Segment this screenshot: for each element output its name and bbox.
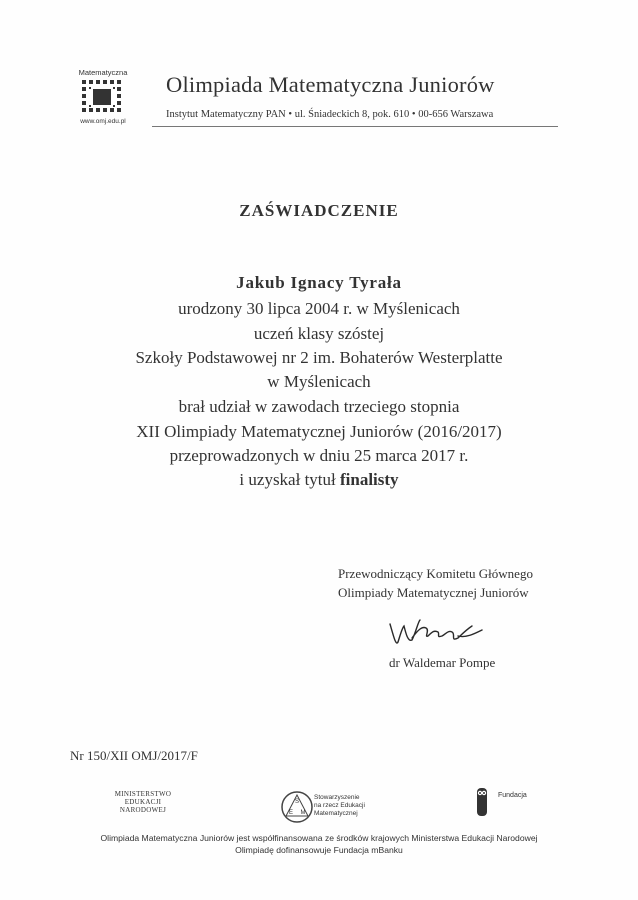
omj-logo [72,68,134,126]
participation-line: brał udział w zawodach trzeciego stopnia [178,397,460,416]
ministry-line3: NARODOWEJ [119,806,167,814]
date-line: przeprowadzonych w dniu 25 marca 2017 r. [169,446,469,465]
handwritten-signature [386,612,486,652]
birth-line: urodzony 30 lipca 2004 r. w Myślenicach [178,299,460,318]
funding-note-line1: Olimpiada Matematyczna Juniorów jest współfinansowana ze środków krajowych Ministerstwa Edukacji Narodowej [100,833,538,843]
ministry-line1: MINISTERSTWO [114,790,172,798]
sem-text [314,794,365,818]
logo-top-text: Matematyczna [78,68,128,77]
sem-letter-e: E [288,810,294,816]
sem-line1: Stowarzyszenie [314,794,360,801]
signer-role-line2: Olimpiady Matematycznej Juniorów [338,585,529,600]
city-line: w Myślenicach [267,372,371,391]
fundation-label: Fundacja [498,792,527,799]
class-line: uczeń klasy szóstej [253,324,385,343]
logo-grid-icon [80,78,126,116]
signer-name: dr Waldemar Pompe [389,655,496,670]
fundation-logo [474,784,534,820]
olympiad-line: XII Olimpiady Matematycznej Juniorów (2016/2017) [136,422,502,441]
signer-role-line1: Przewodniczący Komitetu Głównego [338,566,533,581]
owl-icon [474,784,490,820]
ministry-logo [110,790,176,814]
award-line [0,470,638,490]
award-prefix: i uzyskał tytuł [239,470,336,489]
certificate-title: ZAŚWIADCZENIE [239,201,399,220]
sem-line2: na rzecz Edukacji [314,802,365,809]
funding-note-line2: Olimpiadę dofinansowuje Fundacja mBanku [235,845,403,855]
award-title: finalisty [340,470,399,489]
header-divider [152,126,558,127]
logo-url: www.omj.edu.pl [80,118,126,125]
document-number: Nr 150/XII OMJ/2017/F [70,748,198,763]
sem-emblem-icon [280,790,314,824]
sem-line3: Matematycznej [314,810,358,817]
organization-name: Olimpiada Matematyczna Juniorów [166,72,495,97]
sem-logo [280,790,390,824]
ministry-line2: EDUKACJI [124,798,162,806]
sem-letter-s: S [294,799,300,805]
organization-address: Instytut Matematyczny PAN • ul. Śniadeckich 8, pok. 610 • 00-656 Warszawa [166,109,494,120]
recipient-name: Jakub Ignacy Tyrała [236,273,402,292]
sem-letter-m: M [300,810,306,816]
school-line: Szkoły Podstawowej nr 2 im. Bohaterów Westerplatte [135,348,503,367]
